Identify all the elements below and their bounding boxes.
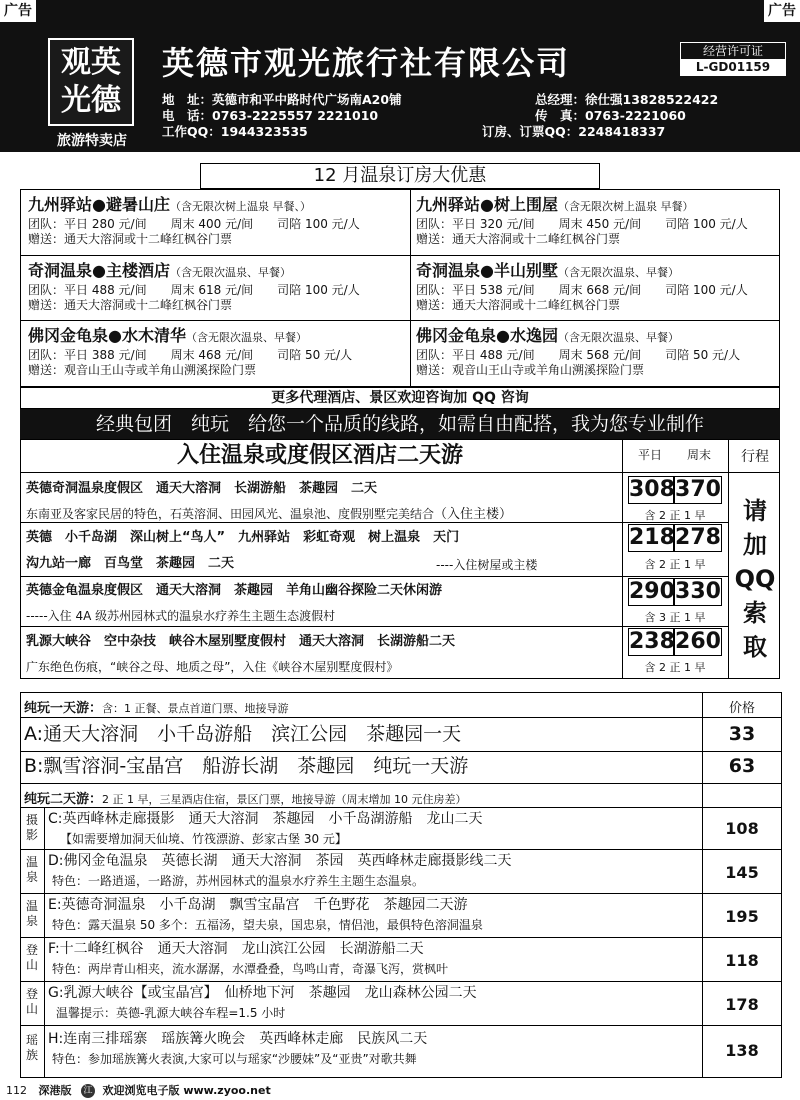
price-head: 价格 [728,701,755,716]
price-weekday: 290 [629,579,675,604]
package-desc [26,506,512,523]
tour-tag: 瑶 族 [25,1033,38,1062]
tour-price: 118 [725,951,759,970]
tour-tag: 登 山 [25,987,38,1016]
schedule-note [730,494,780,664]
price-weekend: 370 [675,477,721,502]
twoday-title: 入住温泉或度假区酒店二天游 [176,443,463,468]
price-weekend: 260 [675,629,721,654]
hotel-price: 团队：平日 538 元/间 周末 668 元/间 司陪 100 元/人 [416,283,748,297]
tour-note: 【如需要增加洞天仙境、竹筏漂游、彭家古堡 30 元】 [60,832,347,846]
tour-note: 特色：露天温泉 50 多个：五福汤，望夫泉，国忠泉，情侣池，最俱特色溶洞温泉 [52,918,483,932]
tour-tag: 登 山 [25,943,38,972]
edition-label: 深港版 [38,1084,72,1097]
hotel-name: 奇洞温泉●半山别墅 [416,261,558,280]
tour-note: 特色：两岸青山相夹，流水潺潺，水潭叠叠，鸟鸣山青，奇瀑飞泻，赏枫叶 [52,962,449,976]
row-line [20,981,782,982]
hotel-price: 团队：平日 320 元/间 周末 450 元/间 司陪 100 元/人 [416,217,748,231]
company-address: 地 址：英德市和平中路时代广场南A20铺 [162,92,402,107]
tour-price: 178 [725,995,759,1014]
package-title: 乳源大峡谷 空中杂技 峡谷木屋别墅度假村 通天大溶洞 长湖游船二天 [26,634,456,649]
promo-row-line [20,320,780,321]
tour-price: 138 [725,1041,759,1060]
promo-more-note: 更多代理酒店、景区欢迎咨询加 QQ 咨询 [20,387,780,409]
hotel-card [28,326,352,378]
company-phone: 电 话：0763-2225557 2221010 [162,108,379,123]
schedule-char: 加 [743,531,767,559]
hotel-gift: 赠送：通天大溶洞或十二峰红枫谷门票 [28,232,233,246]
package-desc-text: 东南亚及客家民居的特色，石英溶洞、田园风光、温泉池、度假别墅完美结合 [26,507,435,521]
twoday-head-line [20,472,780,473]
company-manager: 总经理：徐仕强13828522422 [535,92,719,107]
hotel-gift: 赠送：通天大溶洞或十二峰红枫谷门票 [416,298,621,312]
hotel-price: 团队：平日 488 元/间 周末 618 元/间 司陪 100 元/人 [28,283,360,297]
tour-note: 特色：参加瑶族篝火表演,大家可以与瑶家“沙腰妹”及“亚贵”对歌共舞 [52,1052,417,1066]
ad-label-right: 广告 [764,0,800,22]
package-desc: -----入住 4A 级苏州园林式的温泉水疗养生主题生态渡假村 [26,609,336,623]
ad-label-left: 广告 [0,0,36,22]
oneday-label: 纯玩一天游： [24,701,103,716]
tour-d: D:佛冈金龟温泉 英德长湖 通天大溶洞 茶园 英西峰林走廊摄影线二天 [48,853,512,869]
tour-b: B:飘雪溶洞-宝晶宫 船游长湖 茶趣园 纯玩一天游 [24,755,469,777]
oneday-header [24,697,289,716]
license-label: 经营许可证 [702,44,763,58]
hotel-card [416,326,740,378]
order-qq: 订房、订票QQ：2248418337 [482,124,666,139]
price-weekday: 238 [629,629,675,654]
tour-c: C:英西峰林走廊摄影 通天大溶洞 茶趣园 小千岛湖游船 龙山二天 [48,811,483,827]
hotel-gift: 赠送：观音山王山寺或羊角山溯溪探险门票 [416,363,645,377]
schedule-char: 索 [743,599,767,627]
hotel-name: 佛冈金龟泉●水木清华 [28,326,186,345]
hotel-note: （含无限次温泉、早餐） [557,266,679,279]
row-line [20,1025,782,1026]
shop-label: 旅游特卖店 [57,133,127,149]
row-line [20,807,782,808]
row-line [20,522,728,523]
row-line [20,893,782,894]
tour-g: G:乳源大峡谷【或宝晶宫】 仙桥地下河 茶趣园 龙山森林公园二天 [48,985,477,1001]
hotel-note: （含无限次温泉、早餐） [185,331,307,344]
package-desc: 广东绝色伤痕，“峡谷之母、地质之母”，入住《峡谷木屋别墅度假村》 [26,660,399,674]
row-line [20,626,728,627]
hotel-name: 奇洞温泉●主楼酒店 [28,261,170,280]
company-name: 英德市观光旅行社有限公司 [162,44,571,82]
hotel-card [28,195,360,247]
license-box [680,42,786,76]
package-meals: 含 3 正 1 早 [644,611,706,624]
package-title: 英德金龟温泉度假区 通天大溶洞 茶趣园 羊角山幽谷探险二天休闲游 [26,583,443,598]
row-line [20,783,782,784]
price-weekday: 308 [629,477,675,502]
promo-title: 12 月温泉订房大优惠 [200,163,600,189]
tour-note: 温馨提示：英德-乳源大峡谷车程=1.5 小时 [56,1006,286,1020]
hotel-note: （含无限次树上温泉 早餐） [557,200,694,213]
col-weekend-head: 周末 [686,448,711,462]
page-footer [0,1082,800,1100]
twoday-col-line [728,439,729,679]
hotel-gift: 赠送：通天大溶洞或十二峰红枫谷门票 [416,232,621,246]
package-title: 沟九站一廊 百鸟堂 茶趣园 二天 [26,556,235,571]
oneday-note: 含：1 正餐、景点首道门票、地接导游 [102,702,289,715]
row-line [20,717,782,718]
hotel-note: （含无限次温泉、早餐） [557,331,679,344]
twoday-col-line [622,439,623,679]
twoday-label: 纯玩二天游： [24,792,103,807]
tour-price-col-line [702,692,703,1078]
hotel-card [28,261,360,313]
tour-tag: 温 泉 [25,855,38,884]
tour-price: 195 [725,907,759,926]
website-link[interactable]: 欢迎浏览电子版 www.zyoo.net [102,1084,271,1097]
hotel-price: 团队：平日 488 元/间 周末 568 元/间 司陪 50 元/人 [416,348,741,362]
hotel-note: （含无限次温泉、早餐） [169,266,291,279]
schedule-char: QQ [734,565,776,593]
tour-a: A:通天大溶洞 小千岛游船 滨江公园 茶趣园一天 [24,723,462,745]
tour-h: H:连南三排瑶寨 瑶族篝火晚会 英西峰林走廊 民族风二天 [48,1031,428,1047]
tour-tag: 摄 影 [25,813,38,842]
schedule-char: 请 [743,497,767,525]
promo-row-line [20,255,780,256]
row-line [20,576,728,577]
row-line [20,937,782,938]
tour-price: 33 [728,723,756,745]
package-desc: ----入住树屋或主楼 [436,558,538,572]
row-line [20,751,782,752]
tour-price: 63 [728,755,756,777]
row-line [20,849,782,850]
hotel-note: （含无限次树上温泉 早餐、） [169,200,311,213]
hotel-name: 九州驿站●树上围屋 [416,195,558,214]
hotel-name: 九州驿站●避暑山庄 [28,195,170,214]
tour-price: 108 [725,819,759,838]
package-title: 英德奇洞温泉度假区 通天大溶洞 长湖游船 茶趣园 二天 [26,481,378,496]
license-number: L-GD01159 [681,59,785,75]
brand-circle-icon: 江 [81,1084,95,1098]
hotel-gift: 赠送：观音山王山寺或羊角山溯溪探险门票 [28,363,257,377]
hotel-card [416,195,748,247]
tour-note: 特色：一路逍遥，一路游，苏州园林式的温泉水疗养生主题生态温泉。 [52,874,425,888]
company-fax: 传 真：0763-2221060 [535,108,686,123]
package-meals: 含 2 正 1 早 [644,509,706,522]
twoday-note: 2 正 1 早，三星酒店住宿，景区门票，地接导游（周末增加 10 元住房差） [102,793,467,806]
hotel-price: 团队：平日 280 元/间 周末 400 元/间 司陪 100 元/人 [28,217,360,231]
tour-e: E:英德奇洞温泉 小千岛湖 飘雪宝晶宫 千色野花 茶趣园二天游 [48,897,468,913]
tour-f: F:十二峰红枫谷 通天大溶洞 龙山滨江公园 长湖游船二天 [48,941,424,957]
hotel-price: 团队：平日 388 元/间 周末 468 元/间 司陪 50 元/人 [28,348,353,362]
twoday-tour-header [24,788,467,807]
col-weekday-head: 平日 [637,448,662,462]
page-number: 112 [6,1084,27,1097]
promo-divider [410,189,411,387]
hotel-name: 佛冈金龟泉●水逸园 [416,326,558,345]
tag-col-line [44,807,45,1078]
hotel-card [416,261,748,313]
company-qq: 工作QQ：1944323535 [162,124,308,139]
price-weekend: 330 [675,579,721,604]
tour-tag: 温 泉 [25,899,38,928]
slogan-banner: 经典包团 纯玩 给您一个品质的线路，如需自由配搭，我为您专业制作 [20,409,780,439]
package-meals: 含 2 正 1 早 [644,661,706,674]
package-title: 英德 小千岛湖 深山树上“鸟人” 九州驿站 彩虹奇观 树上温泉 天门 [26,530,460,545]
package-meals: 含 2 正 1 早 [644,558,706,571]
schedule-char: 取 [743,633,767,661]
price-weekday: 218 [629,525,675,550]
price-weekend: 278 [675,525,721,550]
col-schedule-head: 行程 [741,449,769,465]
tour-price: 145 [725,863,759,882]
package-tag: （入住主楼） [434,507,513,522]
company-logo: 观英光德 [48,38,134,126]
hotel-gift: 赠送：通天大溶洞或十二峰红枫谷门票 [28,298,233,312]
